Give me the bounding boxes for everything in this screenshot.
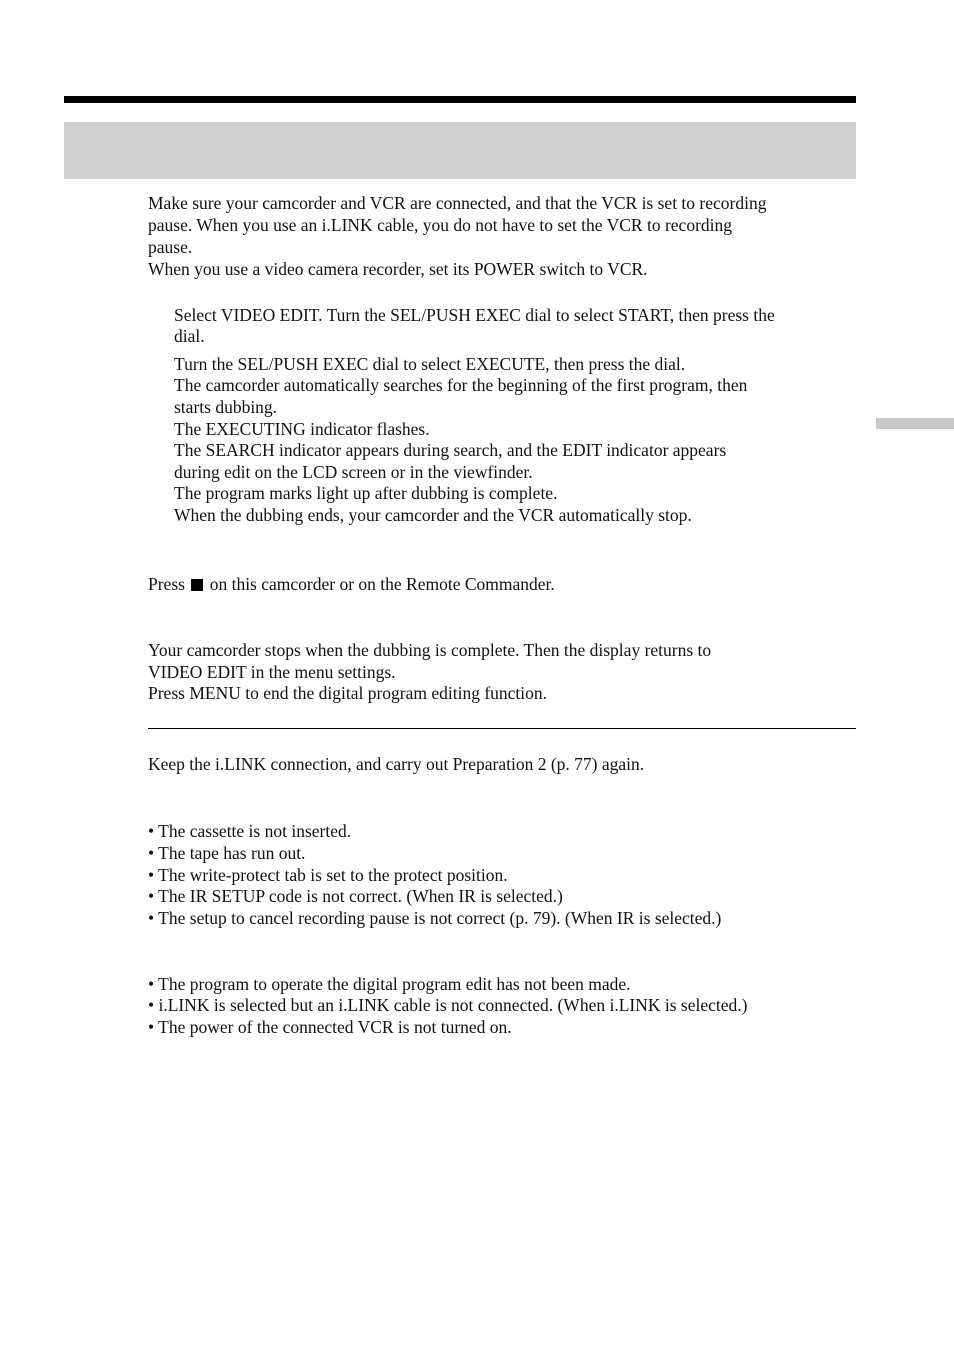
stop-icon xyxy=(191,579,203,591)
intro-line: When you use a video camera recorder, set its POWER switch to VCR. xyxy=(148,259,648,279)
intro-line: pause. xyxy=(148,237,193,257)
list-item: • i.LINK is selected but an i.LINK cable is not connected. (When i.LINK is selected.) xyxy=(148,995,748,1015)
step-2-line: The camcorder automatically searches for the beginning of the first program, then xyxy=(174,375,748,395)
step-2-line: The SEARCH indicator appears during search, and the EDIT indicator appears xyxy=(174,440,727,460)
list-item: • The setup to cancel recording pause is not correct (p. 79). (When IR is selected.) xyxy=(148,908,722,928)
step-2-line: starts dubbing. xyxy=(174,397,278,417)
list-item: • The IR SETUP code is not correct. (When IR is selected.) xyxy=(148,886,563,906)
after-dubbing-line: Your camcorder stops when the dubbing is complete. Then the display returns to xyxy=(148,640,712,660)
ilink-note: Keep the i.LINK connection, and carry out Preparation 2 (p. 77) again. xyxy=(148,754,645,774)
top-rule xyxy=(64,96,856,103)
step-1-line: Select VIDEO EDIT. Turn the SEL/PUSH EXEC dial to select START, then press the xyxy=(174,305,775,325)
step-2-line: The program marks light up after dubbing is complete. xyxy=(174,483,558,503)
step-2-line: When the dubbing ends, your camcorder and the VCR automatically stop. xyxy=(174,505,692,525)
after-dubbing-line: Press MENU to end the digital program editing function. xyxy=(148,683,548,703)
step-2-line: The EXECUTING indicator flashes. xyxy=(174,419,430,439)
intro-line: pause. When you use an i.LINK cable, you do not have to set the VCR to recording xyxy=(148,215,733,235)
stop-text-before: Press xyxy=(148,574,185,594)
stop-text-after: on this camcorder or on the Remote Commander. xyxy=(209,574,555,594)
section-title-band xyxy=(64,122,856,179)
list-item: • The write-protect tab is set to the protect position. xyxy=(148,865,508,885)
step-1-line: dial. xyxy=(174,326,205,346)
after-dubbing-line: VIDEO EDIT in the menu settings. xyxy=(148,662,396,682)
step-2-line: Turn the SEL/PUSH EXEC dial to select EXECUTE, then press the dial. xyxy=(174,354,686,374)
list-item: • The cassette is not inserted. xyxy=(148,821,352,841)
stop-instruction xyxy=(148,573,555,595)
step-2-line: during edit on the LCD screen or in the viewfinder. xyxy=(174,462,533,482)
list-item: • The power of the connected VCR is not turned on. xyxy=(148,1017,512,1037)
intro-line: Make sure your camcorder and VCR are connected, and that the VCR is set to recording xyxy=(148,193,767,213)
section-divider xyxy=(148,728,856,729)
side-index-tab xyxy=(876,418,954,429)
list-item: • The program to operate the digital program edit has not been made. xyxy=(148,974,631,994)
list-item: • The tape has run out. xyxy=(148,843,306,863)
